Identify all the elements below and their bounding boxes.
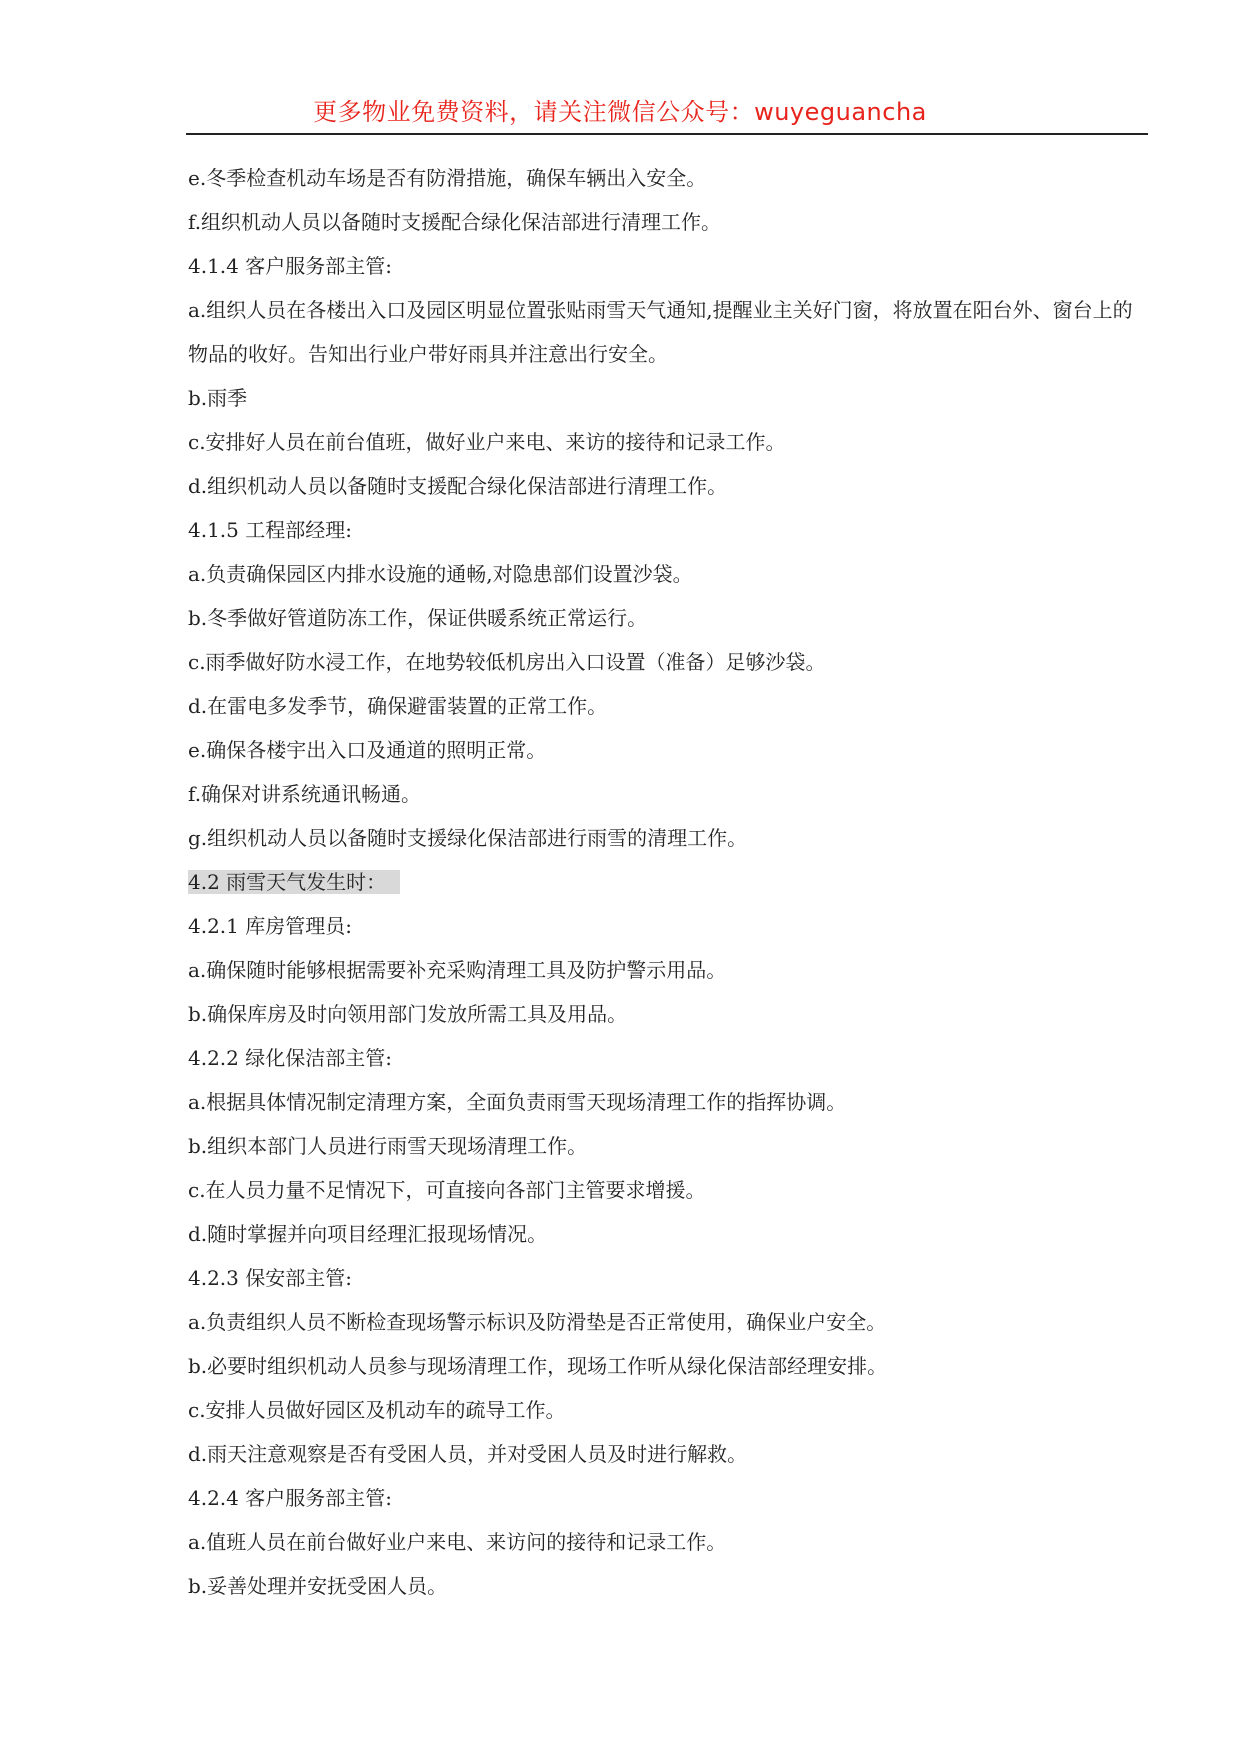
header-watermark-title: 更多物业免费资料，请关注微信公众号：wuyeguancha [313,98,927,126]
list-item: d.在雷电多发季节，确保避雷装置的正常工作。 [188,694,608,718]
list-item: c.安排人员做好园区及机动车的疏导工作。 [188,1398,566,1422]
list-item: b.雨季 [188,386,248,410]
list-item: f.确保对讲系统通讯畅通。 [188,782,422,806]
section-heading: 4.2.2 绿化保洁部主管: [188,1046,392,1070]
list-item: a.根据具体情况制定清理方案，全面负责雨雪天现场清理工作的指挥协调。 [188,1090,847,1114]
list-item: a.负责确保园区内排水设施的通畅,对隐患部们设置沙袋。 [188,562,693,586]
section-heading: 4.2.3 保安部主管: [188,1266,352,1290]
section-heading: 4.1.5 工程部经理: [188,518,352,542]
list-item: a.组织人员在各楼出入口及园区明显位置张贴雨雪天气通知,提醒业主关好门窗，将放置在阳台外、窗台上的物品的收好。告知出行业户带好雨具并注意出行安全。 [188,298,1133,366]
section-heading: 4.2.4 客户服务部主管: [188,1486,392,1510]
list-item: b.确保库房及时向领用部门发放所需工具及用品。 [188,1002,628,1026]
section-heading: 4.1.4 客户服务部主管: [188,254,392,278]
list-item: g.组织机动人员以备随时支援绿化保洁部进行雨雪的清理工作。 [188,826,748,850]
list-item: b.妥善处理并安抚受困人员。 [188,1574,448,1598]
list-item: d.随时掌握并向项目经理汇报现场情况。 [188,1222,548,1246]
list-item: c.安排好人员在前台值班，做好业户来电、来访的接待和记录工作。 [188,430,786,454]
list-item: b.冬季做好管道防冻工作，保证供暖系统正常运行。 [188,606,648,630]
list-item: e.冬季检查机动车场是否有防滑措施，确保车辆出入安全。 [188,166,707,190]
list-item: a.值班人员在前台做好业户来电、来访问的接待和记录工作。 [188,1530,727,1554]
document-body [188,156,1148,1608]
header-divider [186,133,1148,135]
list-item: e.确保各楼宇出入口及通道的照明正常。 [188,738,547,762]
list-item: a.负责组织人员不断检查现场警示标识及防滑垫是否正常使用，确保业户安全。 [188,1310,887,1334]
section-heading: 4.2.1 库房管理员: [188,914,352,938]
list-item: b.组织本部门人员进行雨雪天现场清理工作。 [188,1134,588,1158]
list-item: a.确保随时能够根据需要补充采购清理工具及防护警示用品。 [188,958,727,982]
list-item: b.必要时组织机动人员参与现场清理工作，现场工作听从绿化保洁部经理安排。 [188,1354,888,1378]
list-item: c.雨季做好防水浸工作，在地势较低机房出入口设置（准备）足够沙袋。 [188,650,826,674]
list-item: f.组织机动人员以备随时支援配合绿化保洁部进行清理工作。 [188,210,722,234]
list-item: d.组织机动人员以备随时支援配合绿化保洁部进行清理工作。 [188,474,728,498]
list-item: c.在人员力量不足情况下，可直接向各部门主管要求增援。 [188,1178,706,1202]
list-item: d.雨天注意观察是否有受困人员，并对受困人员及时进行解救。 [188,1442,748,1466]
highlighted-section-heading: 4.2 雨雪天气发生时： [188,870,400,894]
